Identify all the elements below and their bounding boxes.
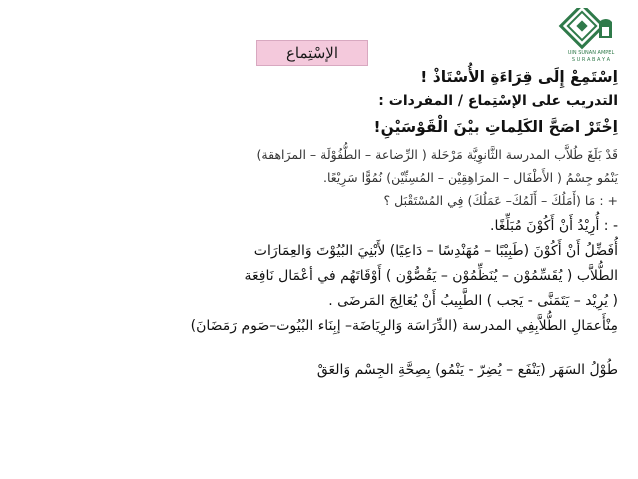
exercise-line-5: طُوْلُ السَهَر (يَنْفَع – يُضِرّ - يَنْمُو) بِصِحَّةِ الجِسْم وَالعَقْ	[316, 362, 618, 378]
university-logo	[558, 8, 624, 64]
exercise-line-3: ( يُرِيْد – يَتَمَنَّى - يَجب ) الطَّبِيبُ أَنْ يُعَالِجَ المَرضَى .	[328, 293, 618, 309]
question-line-1: قَدْ بَلَغَ طُلاَّب المدرسة الثَّانوِيَّة مَرْحَلة ( الرِّضاعة – الطُّفُوْلَة – المرَاهقة)	[256, 147, 618, 162]
svg-text:S U R A B A Y A: S U R A B A Y A	[571, 57, 611, 63]
exercise-line-1: أُفَضِّلُ أَنْ أَكُوْنَ (طَبِيْبًا – مُهَنْدِسًا – دَاعِيًا) لأَبْنِيَ البُيُوْتَ وَالعِمَارَات	[253, 243, 618, 259]
section-heading: التدريب على الإسْتِماع / المفردات :	[378, 93, 618, 109]
answer-line: - : أُرِيْدُ أَنْ أَكُوْنَ مُبَلِّغًا.	[490, 218, 618, 234]
exercise-line-4: مِنْأَعمَالِ الطُّلاَّبِفِي المدرسة (الدِّرَاسَة وَالرِيَاضَة– إبِنَاء البُيُوت–صَوم رَمَضَانَ)	[190, 318, 618, 334]
university-logo-icon	[558, 8, 624, 64]
question-line-3: + : مَا (أَمَلُكَ – أَلَمُكَ– عَمَلُكَ) فِي المُسْتَقْبَل ؟	[383, 193, 618, 208]
task-heading: اِخْتَرْ اصَحَّ الكَلِماتِ بيْنَ الْقَوْسَيْنِ!	[373, 118, 618, 136]
exercise-line-2: الطُّلاَّب ( يُقَسِّمُوْن – يُنَظِّمُوْن – يَقُصُّوْن ) أَوْقَاتَهُم في أعْمَال نَافِعَة	[244, 268, 618, 284]
svg-text:UIN SUNAN AMPEL: UIN SUNAN AMPEL	[567, 50, 615, 56]
instruction-line: اِسْتَمِعْ إِلَى قِرَاءَةِ الأُسْتَاذْ !	[420, 68, 618, 86]
question-line-2: يَنْمُو جِسْمُ ( الأَطْفَال – المرَاهِقِيْن – المُسِنِّيْن) نُمُوًّا سَرِيْعًا.	[322, 170, 618, 185]
slide-title: الإسْتِماع	[256, 40, 368, 66]
